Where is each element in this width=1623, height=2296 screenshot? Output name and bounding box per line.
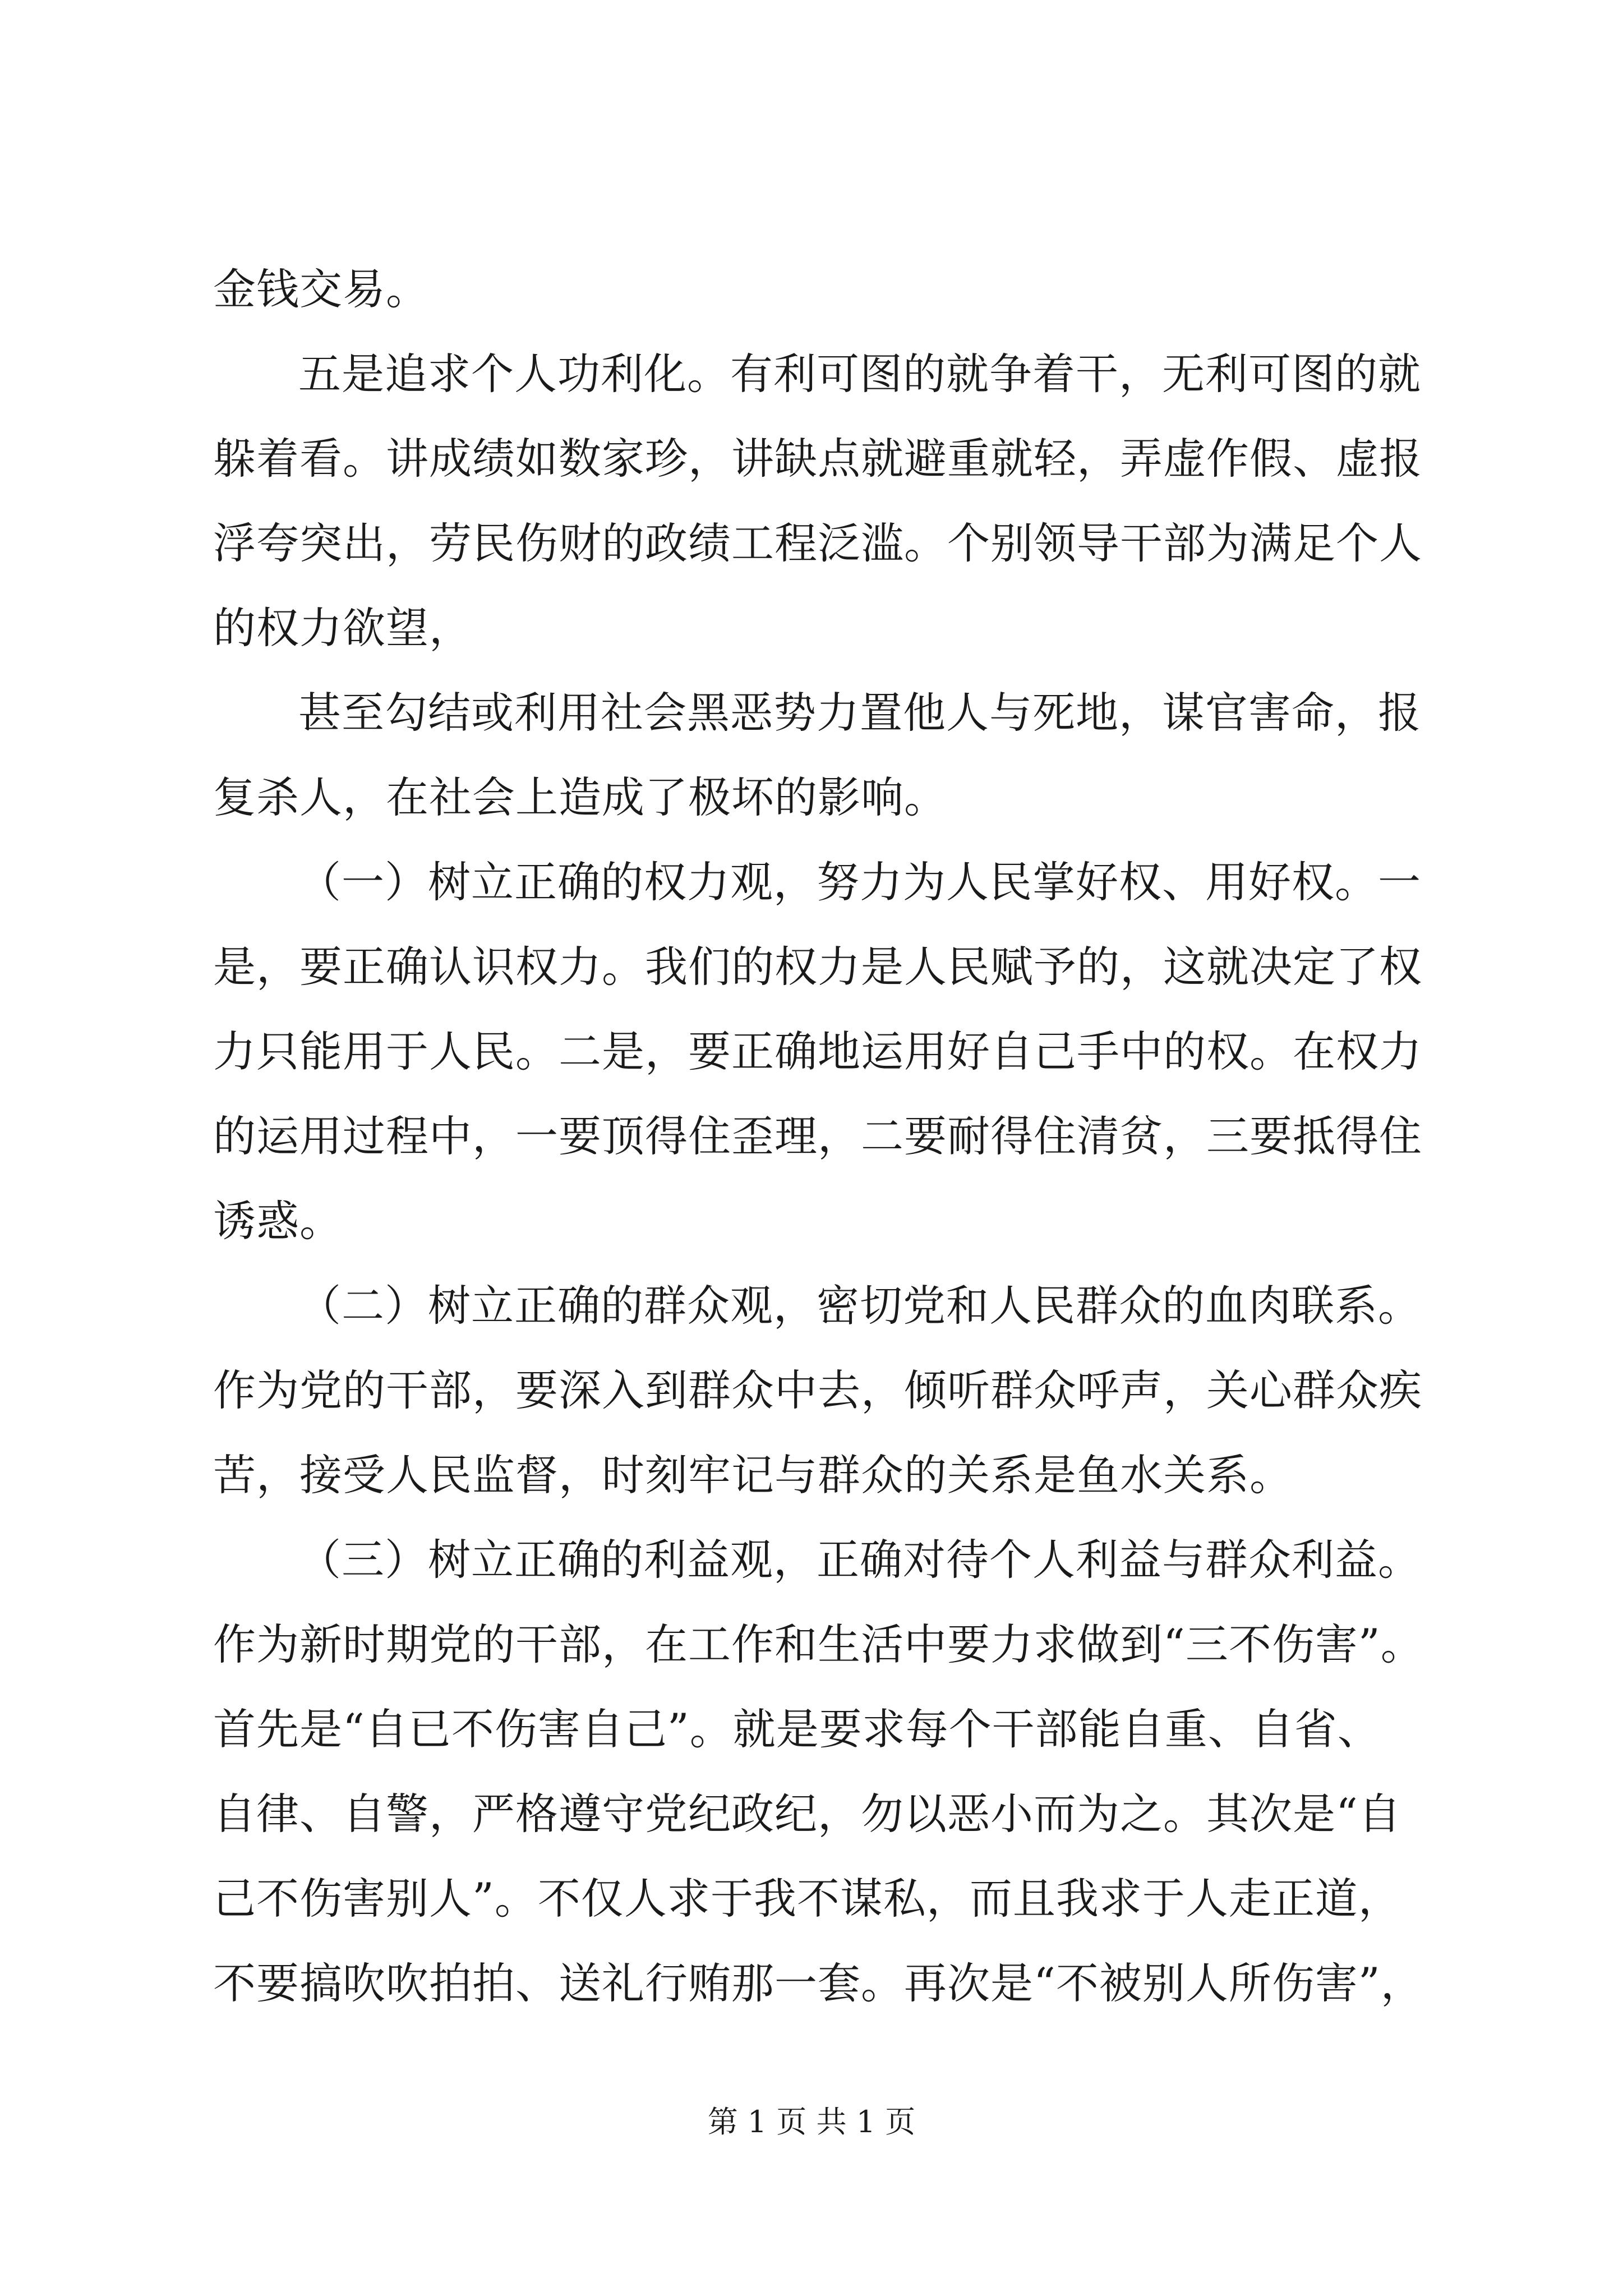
text-line: 是，要正确认识权力。我们的权力是人民赋予的，这就决定了权 bbox=[213, 942, 1422, 992]
text-line: （一）树立正确的权力观，努力为人民掌好权、用好权。一 bbox=[298, 857, 1421, 907]
text-line: 复杀人，在社会上造成了极坏的影响。 bbox=[213, 772, 947, 822]
text-line: 自律、自警，严格遵守党纪政纪，勿以恶小而为之。其次是“自 bbox=[213, 1789, 1401, 1839]
text-line: 作为党的干部，要深入到群众中去，倾听群众呼声，关心群众疾 bbox=[213, 1365, 1422, 1415]
text-line: 苦，接受人民监督，时刻牢记与群众的关系是鱼水关系。 bbox=[213, 1450, 1293, 1500]
text-line: 金钱交易。 bbox=[213, 264, 429, 314]
text-line: 五是追求个人功利化。有利可图的就争着干，无利可图的就 bbox=[298, 349, 1421, 399]
text-line: （二）树立正确的群众观，密切党和人民群众的血肉联系。 bbox=[298, 1281, 1421, 1331]
text-line: 浮夸突出，劳民伤财的政绩工程泛滥。个别领导干部为满足个人 bbox=[213, 518, 1422, 568]
text-line: 不要搞吹吹拍拍、送礼行贿那一套。再次是“不被别人所伤害”， bbox=[213, 1958, 1424, 2008]
text-line: 躲着看。讲成绩如数家珍，讲缺点就避重就轻，弄虚作假、虚报 bbox=[213, 434, 1422, 484]
document-body bbox=[213, 247, 1430, 2026]
text-line: 首先是“自已不伤害自己”。就是要求每个干部能自重、自省、 bbox=[213, 1704, 1381, 1754]
text-line: 诱惑。 bbox=[213, 1196, 343, 1246]
text-line: 力只能用于人民。二是，要正确地运用好自己手中的权。在权力 bbox=[213, 1027, 1422, 1076]
text-line: 的权力欲望， bbox=[213, 603, 472, 653]
page-footer: 第 1 页 共 1 页 bbox=[707, 2104, 916, 2139]
text-line: 己不伤害别人”。不仅人求于我不谋私，而且我求于人走正道， bbox=[213, 1874, 1401, 1924]
text-line: 作为新时期党的干部，在工作和生活中要力求做到“三不伤害”。 bbox=[213, 1619, 1424, 1669]
text-line: （三）树立正确的利益观，正确对待个人利益与群众利益。 bbox=[298, 1535, 1421, 1585]
text-line: 的运用过程中，一要顶得住歪理，二要耐得住清贫，三要抵得住 bbox=[213, 1111, 1422, 1161]
text-line: 甚至勾结或利用社会黑恶势力置他人与死地，谋官害命，报 bbox=[298, 688, 1421, 738]
